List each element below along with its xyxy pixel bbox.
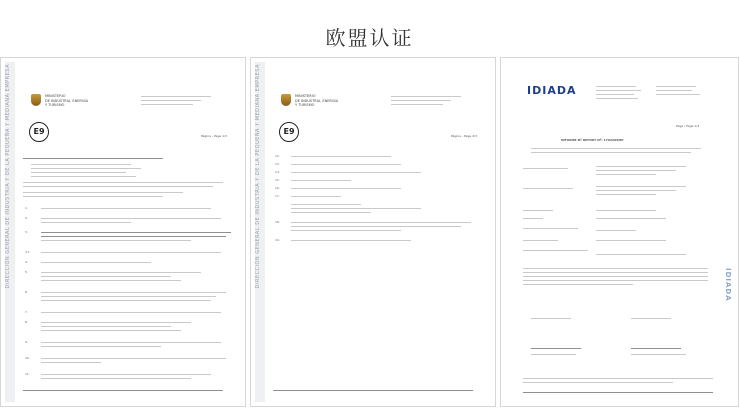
page-header <box>0 0 739 58</box>
page-footer-space <box>0 407 739 417</box>
ministry-heading: MINISTERIO DE INDUSTRIA, ENERGÍA Y TURISMO <box>45 94 88 107</box>
page-label: Page / Page 1/3 <box>676 124 700 128</box>
text-line <box>141 100 201 101</box>
ministry-heading: MINISTERIO DE INDUSTRIA, ENERGÍA Y TURISMO <box>295 94 338 107</box>
e9-mark: E9 <box>29 122 49 142</box>
document-side-text: DIRECCIÓN GENERAL DE INDUSTRIA Y DE LA PEQUEÑA Y MEDIANA EMPRESA <box>255 64 261 289</box>
document-side-text: DIRECCIÓN GENERAL DE INDUSTRIA Y DE LA PEQUEÑA Y MEDIANA EMPRESA <box>5 64 11 289</box>
idiada-logo: IDIADA <box>527 84 577 97</box>
idiada-report-document[interactable] <box>500 57 739 407</box>
coat-of-arms-icon <box>281 94 291 106</box>
certificate-document-2[interactable]: DIRECCIÓN GENERAL DE INDUSTRIA Y DE LA PEQUEÑA Y MEDIANA EMPRESA MINISTERIO DE INDUSTRIA, ENERGÍA Y TURISMO E9 Página - Page 2/3 12. 13. 14. 15. 16. 17. 18. 19. <box>250 57 496 407</box>
text-line <box>141 96 211 97</box>
e9-mark: E9 <box>279 122 299 142</box>
page-label: Página - Page 2/3 <box>451 134 478 138</box>
page-title: 欧盟认证 <box>325 26 414 50</box>
page-label: Página - Page 1/3 <box>201 134 228 138</box>
coat-of-arms-icon <box>31 94 41 106</box>
report-heading: INFORME Nº REPORT Nº: 176220SMP <box>561 138 624 142</box>
text-line <box>141 104 193 105</box>
certificate-document-1[interactable]: DIRECCIÓN GENERAL DE INDUSTRIA Y DE LA PEQUEÑA Y MEDIANA EMPRESA MINISTERIO DE INDUSTRIA, ENERGÍA Y TURISMO E9 Página - Page 1/3 1. 2. 3. 3.1 4. 5. 6. 7. 8. 9. 10. 11. <box>0 57 246 407</box>
idiada-side-logo: IDIADA <box>724 268 732 302</box>
